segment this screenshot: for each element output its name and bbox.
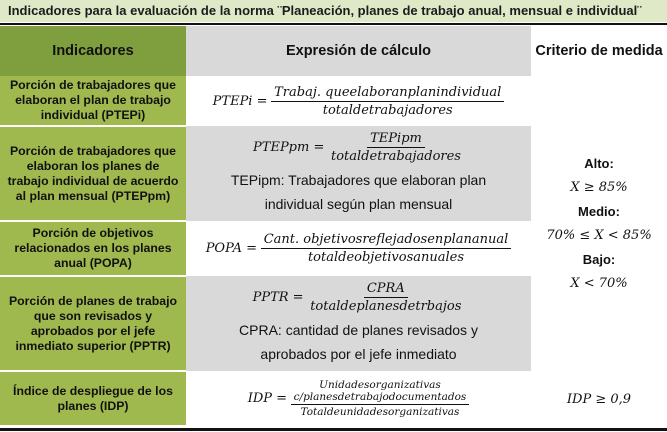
formula-note: CPRA: cantidad de planes revisados y aprobados por el jefe inmediato xyxy=(239,322,478,362)
criteria-cell xyxy=(531,76,667,371)
formula-numerator: Cant. objetivosreflejadosenplananual xyxy=(261,232,512,249)
criteria-medio-value: 70% ≤ X < 85% xyxy=(546,227,652,243)
criteria-idp-value: IDP ≥ 0,9 xyxy=(566,391,632,407)
criteria-bajo-label: Bajo: xyxy=(582,251,616,267)
criteria-bajo-value: X < 70% xyxy=(570,275,628,291)
formula-cell xyxy=(186,276,531,371)
formula-denominator: totaldeplanesdetrbajos xyxy=(310,299,462,314)
formula-note: TEPipm: Trabajadores que elaboran plan individual según plan mensual xyxy=(230,172,487,212)
formula-lhs: IDP = xyxy=(247,390,288,406)
formula-fraction xyxy=(261,232,512,265)
formula-numerator xyxy=(291,379,470,405)
formula-denominator: totaldeobjetivosanuales xyxy=(307,250,465,265)
formula-lhs: PTEPpm = xyxy=(253,139,325,155)
indicator-cell: Porción de trabajadores que elaboran los planes de trabajo individual de acuerdo al plan mensual (PTEPpm) xyxy=(0,126,186,221)
formula-lhs: PPTR = xyxy=(252,289,304,305)
header-criterio: Criterio de medida xyxy=(531,26,667,76)
formula-numerator: Trabaj. queelaboranplanindividual xyxy=(271,85,504,102)
formula-numerator: CPRA xyxy=(364,281,408,298)
formula-denominator: totaldetrabajadores xyxy=(322,102,453,118)
indicator-cell: Índice de despliegue de los planes (IDP) xyxy=(0,371,186,426)
indicator-cell: Porción de trabajadores que elaboran el plan de trabajo individual (PTEPi) xyxy=(0,76,186,126)
header-indicadores: Indicadores xyxy=(0,26,186,76)
header-expresion: Expresión de cálculo xyxy=(186,26,531,76)
formula-lhs: PTEPi = xyxy=(212,93,268,109)
formula-cell xyxy=(186,371,531,426)
formula-lhs: POPA = xyxy=(205,240,258,256)
indicators-table xyxy=(0,26,667,427)
formula-fraction xyxy=(307,281,464,314)
table-row xyxy=(0,76,667,126)
formula-numerator-top: Unidadesorganizativas xyxy=(319,379,441,391)
indicator-cell: Porción de objetivos relacionados en los planes anual (POPA) xyxy=(0,221,186,276)
formula-numerator-bottom: c/planesdetrabajodocumentados xyxy=(293,391,467,403)
bottom-rule xyxy=(0,428,667,431)
criteria-medio-label: Medio: xyxy=(578,203,620,219)
header-row xyxy=(0,26,667,76)
table-caption: Indicadores para la evaluación de la norma ¨Planeación, planes de trabajo anual, mensual e individual¨ xyxy=(0,0,667,22)
criteria-alto-label: Alto: xyxy=(584,155,614,171)
formula-fraction xyxy=(328,131,464,164)
formula-denominator: Totaldeunidadesorganizativas xyxy=(300,406,460,418)
formula-denominator: totaldetrabajadores xyxy=(331,149,461,164)
top-rule xyxy=(0,23,667,25)
criteria-alto-value: X ≥ 85% xyxy=(570,179,628,195)
formula-numerator: TEPipm xyxy=(367,131,425,148)
table-row xyxy=(0,371,667,426)
formula-fraction xyxy=(271,85,504,118)
formula-cell xyxy=(186,126,531,221)
formula-fraction xyxy=(291,379,470,418)
criteria-idp-cell xyxy=(531,371,667,426)
formula-cell xyxy=(186,76,531,126)
formula-cell xyxy=(186,221,531,276)
indicator-cell: Porción de planes de trabajo que son revisados y aprobados por el jefe inmediato superior (PPTR) xyxy=(0,276,186,371)
